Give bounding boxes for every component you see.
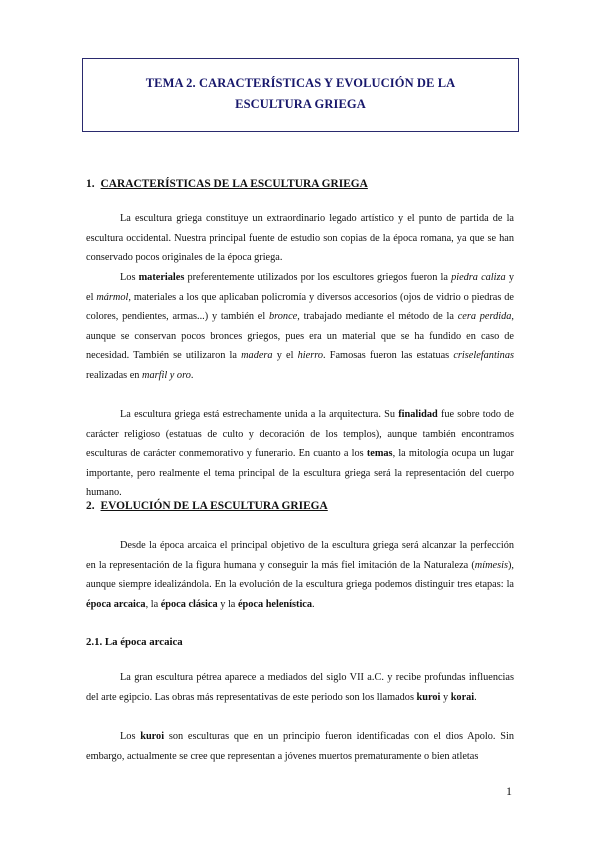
title-line-1: TEMA 2. CARACTERÍSTICAS Y EVOLUCIÓN DE LA bbox=[145, 76, 456, 90]
section-1-title: CARACTERÍSTICAS DE LA ESCULTURA GRIEGA bbox=[100, 178, 368, 190]
title-line-2: ESCULTURA GRIEGA bbox=[235, 97, 366, 111]
term-finalidad: finalidad bbox=[398, 409, 438, 420]
section-2-number: 2. bbox=[86, 500, 95, 512]
section-2-paragraph-2: La gran escultura pétrea aparece a mediados del siglo VII a.C. y recibe profundas influencias del arte egipcio. Las obras más representativas de este periodo son los llamados kuroi y korai. bbox=[86, 672, 514, 703]
term-temas: temas bbox=[366, 448, 393, 460]
section-1-number: 1. bbox=[86, 178, 95, 190]
subsection-2-1-heading: 2.1. La época arcaica bbox=[86, 636, 183, 648]
term-materiales: materiales bbox=[138, 272, 185, 283]
section-1-paragraph-1 bbox=[86, 209, 514, 268]
section-2-title: EVOLUCIÓN DE LA ESCULTURA GRIEGA bbox=[100, 500, 328, 512]
paragraph-text: La escultura griega constituye un extraordinario legado artístico y el punto de partida de la escultura occidental. Nuestra principal fuente de estudio son copias de la época romana, ya que se han conservado pocos originales de la época griega. bbox=[86, 213, 514, 264]
page-number: 1 bbox=[506, 784, 512, 798]
section-1-paragraph-2: Los materiales preferentemente utilizados por los escultores griegos fueron la piedra caliza y el mármol, materiales a los que aplicaban policromía y diversos accesorios (ojos de vidrio o piedras de colores, pendientes, armas...) y también el bronce, trabajado mediante el método de la cera perdida, aunque se conservan pocos bronces griegos, pues era un material que se ha fundido en caso de necesidad. También se utilizaron la madera y el hierro. Famosas fueron las estatuas criselefantinas realizadas en marfil y oro. bbox=[86, 272, 514, 381]
section-1-heading bbox=[86, 178, 368, 190]
section-2-paragraph-3: Los kuroi son esculturas que en un principio fueron identificadas con el dios Apolo. Sin embargo, actualmente se cree que representan a jóvenes muertos prematuramente o bien atletas bbox=[86, 731, 514, 762]
title-box bbox=[82, 58, 519, 132]
section-1-paragraph-3: La escultura griega está estrechamente unida a la arquitectura. Su finalidad fue sobre todo de carácter religioso (estatuas de culto y decoración de los templos), aunque también encontramos esculturas de carácter conmemorativo y funerario. En cuanto a los temas, la mitología ocupa un lugar importante, pero realmente el tema principal de la escultura griega será la representación del cuerpo humano. bbox=[86, 409, 514, 499]
section-2-heading bbox=[86, 500, 328, 512]
section-2-paragraph-1: Desde la época arcaica el principal objetivo de la escultura griega será alcanzar la perfección en la representación de la figura humana y conseguir la más fiel imitación de la Naturaleza (mímesis), aunque siempre idealizándola. En la evolución de la escultura griega podemos distinguir tres etapas: la época arcaica, la época clásica y la época helenística. bbox=[86, 540, 514, 610]
